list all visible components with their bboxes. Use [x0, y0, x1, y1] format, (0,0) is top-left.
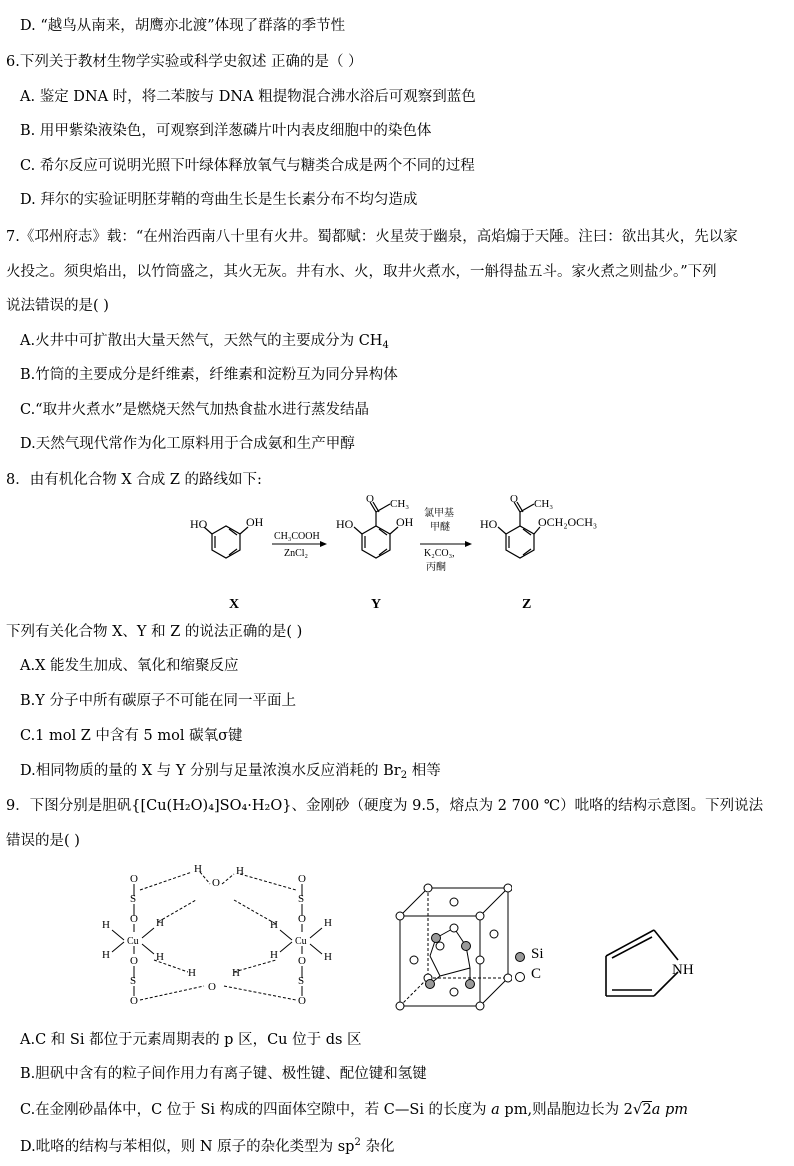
- q8-question: 下列有关化合物 X、Y 和 Z 的说法正确的是( ): [6, 624, 303, 640]
- legend-c: C: [531, 966, 542, 982]
- q9-option-c-radicand: 2: [642, 1102, 652, 1118]
- q9-option-d: [20, 1133, 394, 1157]
- caption-x: X: [229, 597, 240, 612]
- o-label: O: [298, 995, 306, 1007]
- y-carbonyl-o: O: [366, 494, 374, 505]
- q6-option-d: D. 拜尔的实验证明胚芽鞘的弯曲生长是生长素分布不均匀造成: [20, 192, 418, 208]
- q7-stem-line-3: 说法错误的是( ): [6, 298, 109, 314]
- q7-stem-line-1: 7.《邛州府志》载：“在州治西南八十里有火井。蜀都赋：火星荧于幽泉，高焰煽于天陲。注曰：欲出其火，先以家: [6, 229, 738, 245]
- q8-option-d-subscript: 2: [400, 770, 408, 781]
- reaction-arrow-1-head: [320, 541, 327, 547]
- o-label: O: [298, 955, 306, 967]
- pyrrole-nh-label: NH: [672, 962, 694, 978]
- h-label: H: [270, 919, 278, 931]
- q8-option-c: C.1 mol Z 中含有 5 mol 碳氧σ键: [20, 728, 243, 744]
- q9-option-c-text: C.在金刚砂晶体中，C 位于 Si 构成的四面体空隙中，若 C—Si 的长度为: [20, 1102, 492, 1118]
- o-label: O: [298, 913, 306, 925]
- q9-option-d-text: D.吡咯的结构与苯相似，则 N 原子的杂化类型为 sp: [20, 1139, 355, 1155]
- o-label: O: [130, 955, 138, 967]
- y-methyl: CH₃: [390, 498, 410, 510]
- q7-option-a: [20, 331, 389, 356]
- z-oh-left: HO: [480, 517, 498, 531]
- cu-label-right: Cu: [295, 936, 307, 947]
- q8-option-d: [20, 761, 441, 786]
- z-carbonyl-o: O: [510, 494, 518, 505]
- q9-option-c-tail: a pm: [651, 1102, 689, 1118]
- q9-option-c-var: a: [491, 1102, 500, 1118]
- s-label: S: [130, 975, 137, 987]
- h-label: H: [156, 917, 164, 929]
- q7-option-a-text: A.火井中可扩散出大量天然气，天然气的主要成分为 CH: [20, 333, 383, 349]
- sqrt-sign: √: [632, 1100, 643, 1118]
- o-label: O: [208, 981, 216, 993]
- x-oh-right: OH: [246, 515, 264, 529]
- z-substituent: OCH₂OCH₃: [538, 515, 598, 529]
- o-label: O: [130, 913, 138, 925]
- q9-figure-chalcanthite: [84, 860, 354, 1020]
- z-methyl: CH₃: [534, 498, 554, 510]
- q9-option-b: B.胆矾中含有的粒子间作用力有离子键、极性键、配位键和氢键: [20, 1066, 427, 1082]
- h-label: H: [324, 951, 332, 963]
- x-oh-left: HO: [190, 517, 208, 531]
- compound-z-structure: [498, 502, 540, 558]
- q8-reaction-scheme: [180, 494, 620, 586]
- reaction-arrow-2-head: [465, 541, 472, 547]
- o-label: O: [212, 877, 220, 889]
- legend-c-marker: [514, 971, 526, 983]
- o-label: O: [130, 873, 138, 885]
- q7-option-b: B.竹筒的主要成分是纤维素，纤维素和淀粉互为同分异构体: [20, 367, 398, 383]
- h-label: H: [102, 919, 110, 931]
- q9-option-d-superscript: 2: [354, 1137, 361, 1148]
- q9-option-a: A.C 和 Si 都位于元素周期表的 p 区，Cu 位于 ds 区: [20, 1032, 362, 1048]
- y-oh-right: OH: [396, 515, 414, 529]
- q7-option-c: C.“取井火煮水”是燃烧天然气加热食盐水进行蒸发结晶: [20, 402, 370, 418]
- o-label: O: [298, 873, 306, 885]
- arrow-2-reagent-1: 氯甲基: [424, 508, 454, 519]
- q9-stem-line-2: 错误的是( ): [6, 833, 80, 849]
- q6-stem: 6.下列关于教材生物学实验或科学史叙述 正确的是（ ）: [6, 54, 363, 70]
- q8-option-d-text: D.相同物质的量的 X 与 Y 分别与足量浓溴水反应消耗的 Br: [20, 763, 401, 779]
- q8-option-b: B.Y 分子中所有碳原子不可能在同一平面上: [20, 693, 296, 709]
- q5-option-d: D. “越鸟从南来，胡鹰亦北渡”体现了群落的季节性: [20, 18, 346, 34]
- q9-option-c: [20, 1099, 688, 1120]
- arrow-1-reagent: CH₃COOH: [274, 531, 320, 542]
- q9-figure-pyrrole: [598, 924, 718, 1008]
- caption-z: Z: [522, 597, 532, 612]
- caption-y: Y: [371, 597, 382, 612]
- s-label: S: [130, 893, 137, 905]
- h-label: H: [156, 951, 164, 963]
- q7-stem-line-2: 火投之。须臾焰出，以竹筒盛之，其火无灰。井有水、火，取井火煮水，一斛得盐五斗。家火煮之则盐少。”下列: [6, 264, 717, 280]
- arrow-2-solvent: 丙酮: [426, 562, 446, 573]
- arrow-2-reagent-2: 甲醚: [430, 522, 450, 533]
- q6-option-c: C. 希尔反应可说明光照下叶绿体释放氧气与糖类合成是两个不同的过程: [20, 158, 475, 174]
- h-label: H: [270, 949, 278, 961]
- compound-x-structure: [204, 526, 248, 558]
- q7-option-d: D.天然气现代常作为化工原料用于合成氨和生产甲醇: [20, 436, 355, 452]
- q6-option-a: A. 鉴定 DNA 时，将二苯胺与 DNA 粗提物混合沸水浴后可观察到蓝色: [20, 89, 476, 105]
- y-oh-left: HO: [336, 517, 354, 531]
- o-label: O: [130, 995, 138, 1007]
- q7-option-a-subscript: 4: [382, 340, 389, 351]
- q6-option-b: B. 用甲紫染液染色，可观察到洋葱磷片叶内表皮细胞中的染色体: [20, 123, 432, 139]
- q9-option-c-mid: pm,则晶胞边长为 2: [499, 1102, 633, 1118]
- h-label: H: [188, 967, 196, 979]
- legend-si-marker: [514, 951, 526, 963]
- q9-stem-line-1: 9．下图分别是胆矾{[Cu(H₂O)₄]SO₄·H₂O}、金刚砂（硬度为 9.5，熔点为 2 700 ℃）吡咯的结构示意图。下列说法: [6, 798, 764, 814]
- legend-si: Si: [531, 946, 544, 962]
- h-label: H: [236, 865, 244, 877]
- h-label: H: [232, 967, 240, 979]
- q9-figure-silicon-carbide-cell: [392, 880, 512, 1015]
- s-label: S: [298, 893, 305, 905]
- q8-stem: 8．由有机化合物 X 合成 Z 的路线如下:: [6, 472, 262, 488]
- arrow-2-base: K₂CO₃,: [424, 548, 455, 559]
- compound-y-structure: [354, 502, 398, 558]
- q9-option-d-tail: 杂化: [360, 1139, 395, 1155]
- arrow-1-catalyst: ZnCl₂: [284, 548, 309, 559]
- h-label: H: [102, 949, 110, 961]
- h-label: H: [194, 863, 202, 875]
- h-label: H: [324, 917, 332, 929]
- q8-option-d-tail: 相等: [407, 763, 441, 779]
- cu-label-left: Cu: [127, 936, 139, 947]
- q8-option-a: A.X 能发生加成、氧化和缩聚反应: [20, 658, 239, 674]
- s-label: S: [298, 975, 305, 987]
